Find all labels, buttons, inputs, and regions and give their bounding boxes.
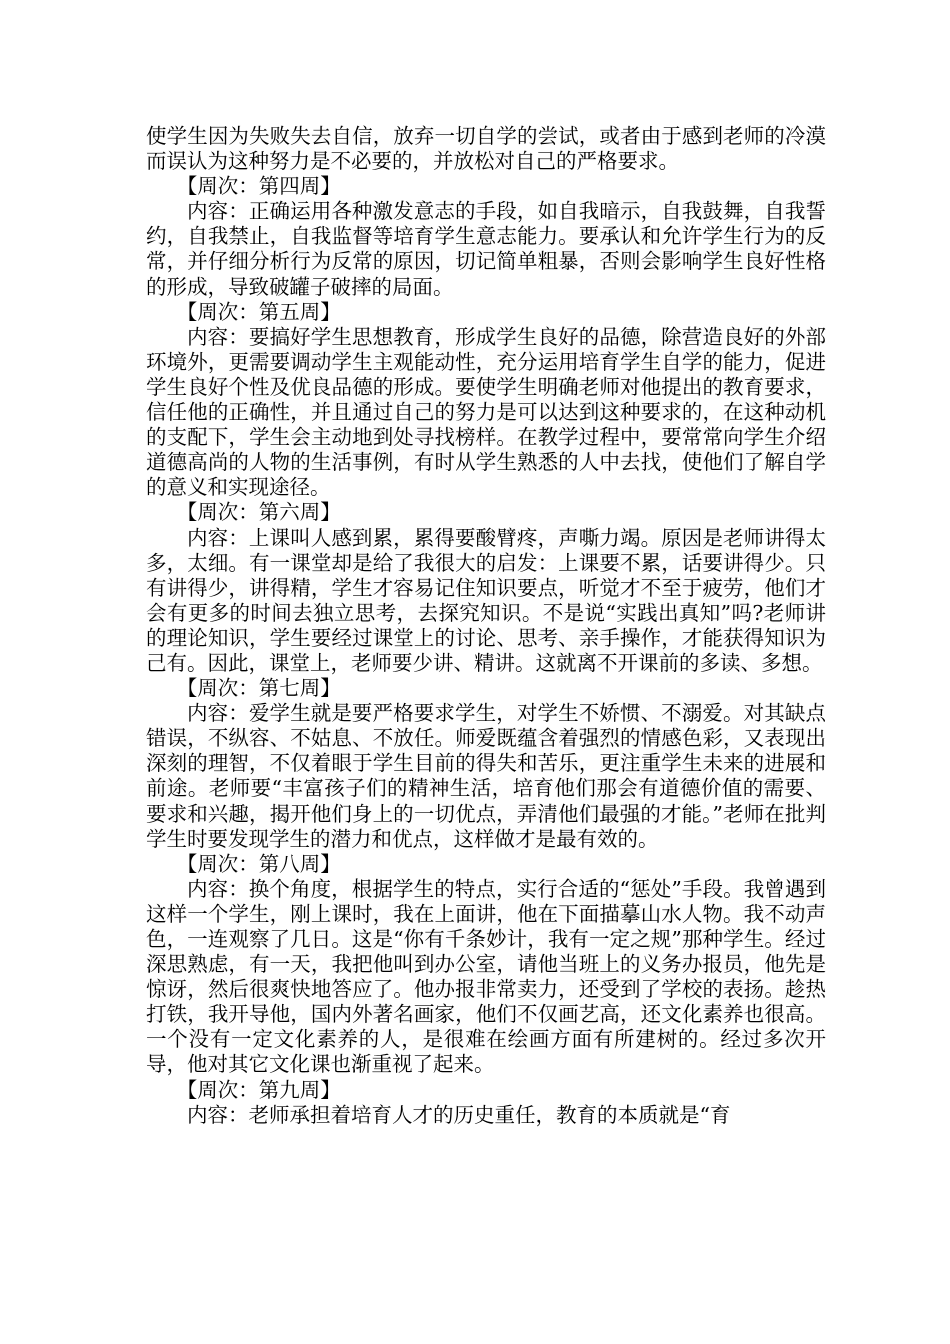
week-heading-6: 【周次：第六周】 (176, 500, 341, 525)
paragraph-week-9: 内容：老师承担着培育人才的历史重任，教育的本质就是“育 (187, 1102, 731, 1127)
week-heading-4: 【周次：第四周】 (176, 174, 341, 199)
week-heading-7: 【周次：第七周】 (176, 676, 341, 701)
paragraph-intro-continuation: 使学生因为失败失去自信，放弃一切自学的尝试，或者由于感到老师的冷漠而误认为这种努力是不必要的，并放松对自己的严格要求。 (146, 124, 826, 174)
week-heading-9: 【周次：第九周】 (176, 1077, 341, 1102)
paragraph-week-8: 内容：换个角度，根据学生的特点，实行合适的“惩处”手段。我曾遇到这样一个学生，刚上课时，我在上面讲，他在下面描摹山水人物。我不动声色，一连观察了几日。这是“你有千条妙计，我有一定之规”那种学生。经过深思熟虑，有一天，我把他叫到办公室，请他当班上的义务办报员，他先是惊讶，然后很爽快地答应了。他办报非常卖力，还受到了学校的表扬。趁热打铁，我开导他，国内外著名画家，他们不仅画艺高，还文化素养也很高。一个没有一定文化素养的人，是很难在绘画方面有所建树的。经过多次开导，他对其它文化课也渐重视了起来。 (146, 876, 826, 1077)
paragraph-week-6: 内容：上课叫人感到累，累得要酸臂疼，声嘶力竭。原因是老师讲得太多，太细。有一课堂却是给了我很大的启发：上课要不累，话要讲得少。只有讲得少，讲得精，学生才容易记住知识要点，听觉才不至于疲劳，他们才会有更多的时间去独立思考，去探究知识。不是说“实践出真知”吗?老师讲的理论知识，学生要经过课堂上的讨论、思考、亲手操作，才能获得知识为己有。因此，课堂上，老师要少讲、精讲。这就离不开课前的多读、多想。 (146, 525, 826, 675)
week-heading-8: 【周次：第八周】 (176, 851, 341, 876)
week-heading-5: 【周次：第五周】 (176, 299, 341, 324)
document-page (146, 124, 826, 1128)
paragraph-week-7: 内容：爱学生就是要严格要求学生，对学生不娇惯、不溺爱。对其缺点错误，不纵容、不姑息、不放任。师爱既蕴含着强烈的情感色彩，又表现出深刻的理智，不仅着眼于学生目前的得失和苦乐，更注重学生未来的进展和前途。老师要“丰富孩子们的精神生活，培育他们那会有道德价值的需要、要求和兴趣，揭开他们身上的一切优点，弄清他们最强的才能。”老师在批判学生时要发现学生的潜力和优点，这样做才是最有效的。 (146, 701, 826, 851)
paragraph-week-4: 内容：正确运用各种激发意志的手段，如自我暗示，自我鼓舞，自我誓约，自我禁止，自我监督等培育学生意志能力。要承认和允许学生行为的反常，并仔细分析行为反常的原因，切记简单粗暴，否则会影响学生良好性格的形成，导致破罐子破摔的局面。 (146, 199, 826, 299)
paragraph-week-5: 内容：要搞好学生思想教育，形成学生良好的品德，除营造良好的外部环境外，更需要调动学生主观能动性，充分运用培育学生自学的能力，促进学生良好个性及优良品德的形成。要使学生明确老师对他提出的教育要求，信任他的正确性，并且通过自己的努力是可以达到这种要求的，在这种动机的支配下，学生会主动地到处寻找榜样。在教学过程中，要常常向学生介绍道德高尚的人物的生活事例，有时从学生熟悉的人中去找，使他们了解自学的意义和实现途径。 (146, 324, 826, 500)
